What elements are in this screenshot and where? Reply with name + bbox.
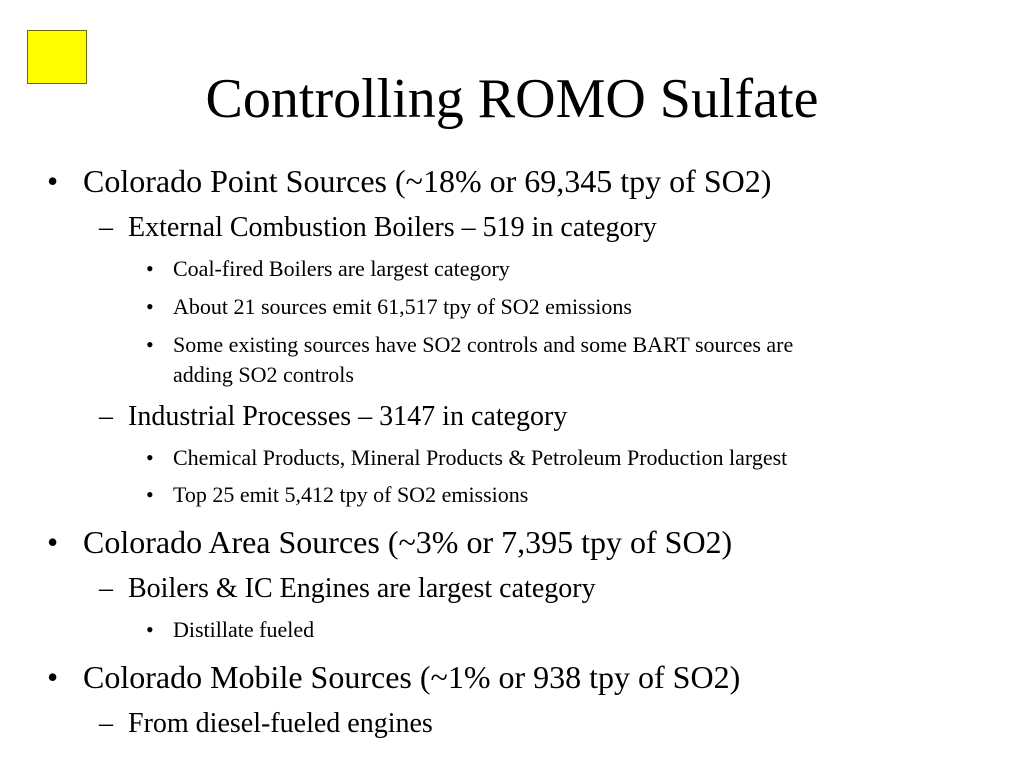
bullet-marker: •	[146, 294, 154, 319]
bullet-text: Colorado Area Sources (~3% or 7,395 tpy of SO2)	[83, 524, 733, 560]
bullet-marker: •	[47, 659, 59, 695]
sub-bullet-text: From diesel-fueled engines	[128, 708, 433, 739]
bullet-marker: •	[146, 332, 154, 357]
bullet-marker: •	[47, 163, 59, 199]
sub-sub-bullet-text: Distillate fueled	[173, 617, 315, 642]
sub-sub-bullet-text-line2: adding SO2 controls	[173, 362, 354, 387]
sub-bullet-text: Boilers & IC Engines are largest category	[128, 573, 596, 604]
bullet-marker: •	[146, 482, 154, 507]
slide-title: Controlling ROMO Sulfate	[205, 68, 819, 130]
sub-sub-bullet-text-line1: Some existing sources have SO2 controls and some BART sources are	[173, 332, 794, 357]
dash-marker: –	[99, 708, 113, 739]
bullet-marker: •	[146, 617, 154, 642]
sub-sub-bullet-text: Coal-fired Boilers are largest category	[173, 256, 510, 281]
bullet-marker: •	[47, 524, 59, 560]
dash-marker: –	[99, 573, 113, 604]
dash-marker: –	[99, 401, 113, 432]
dash-marker: –	[99, 212, 113, 243]
sub-sub-bullet-text: Chemical Products, Mineral Products & Petroleum Production largest	[173, 445, 788, 470]
sub-bullet-text: Industrial Processes – 3147 in category	[128, 401, 568, 432]
bullet-marker: •	[146, 256, 154, 281]
bullet-text: Colorado Mobile Sources (~1% or 938 tpy of SO2)	[83, 659, 741, 695]
sub-bullet-text: External Combustion Boilers – 519 in category	[128, 212, 657, 243]
bullet-text: Colorado Point Sources (~18% or 69,345 tpy of SO2)	[83, 163, 772, 199]
sub-sub-bullet-text: About 21 sources emit 61,517 tpy of SO2 emissions	[173, 294, 632, 319]
bullet-marker: •	[146, 445, 154, 470]
sub-sub-bullet-text: Top 25 emit 5,412 tpy of SO2 emissions	[173, 482, 529, 507]
